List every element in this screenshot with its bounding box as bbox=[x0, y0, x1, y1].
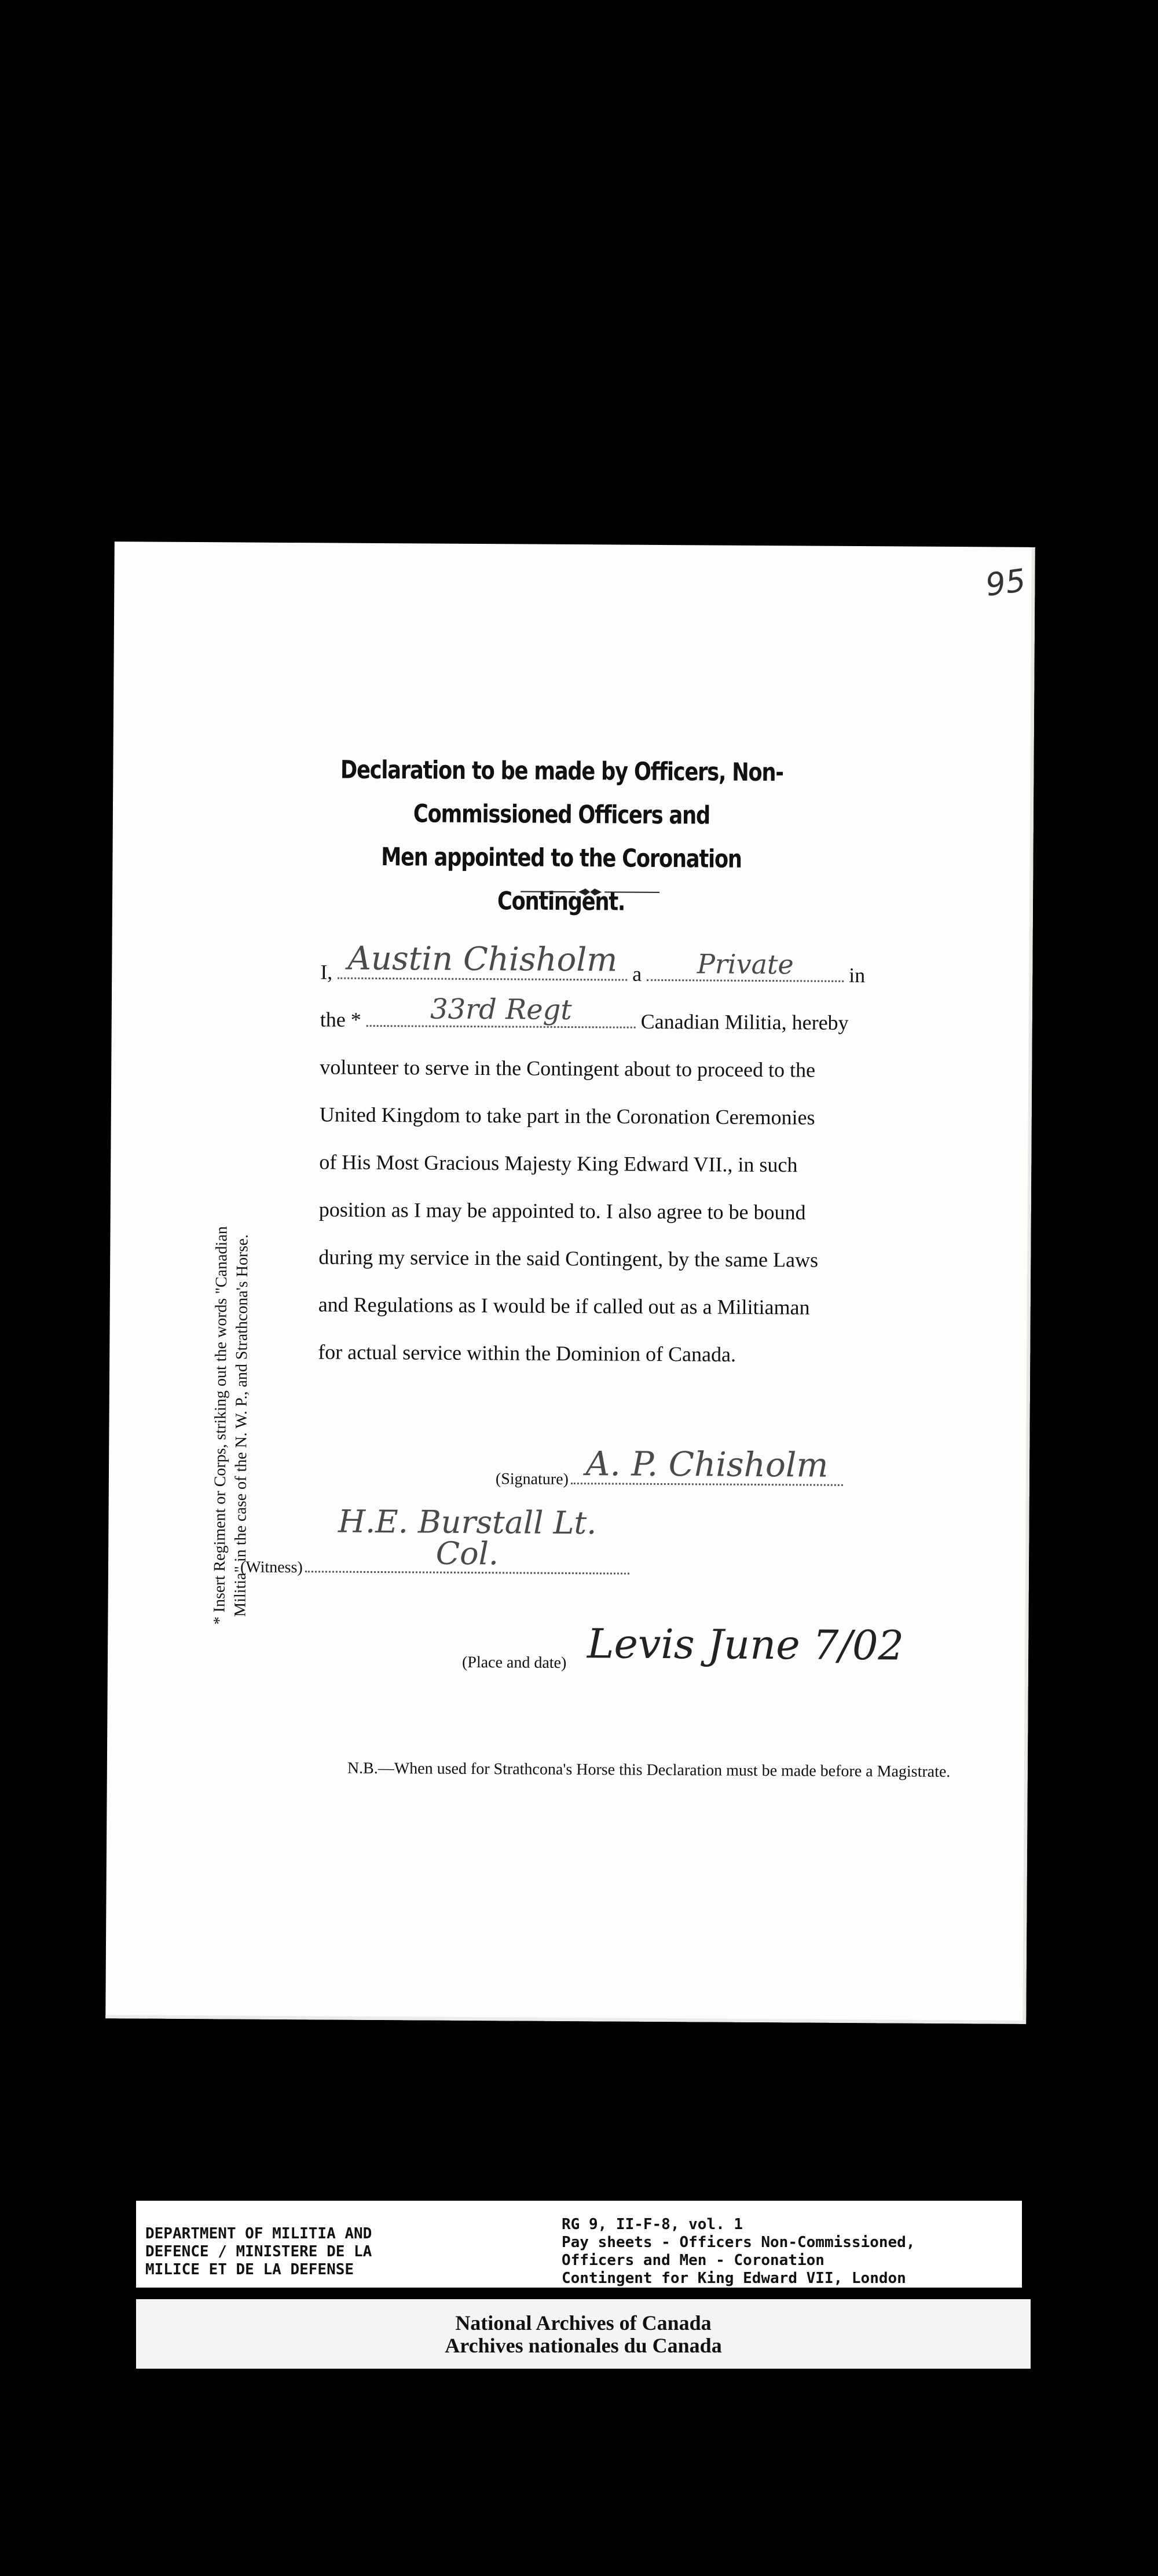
archive-reference-label bbox=[136, 2201, 1022, 2288]
archive-name-en: National Archives of Canada bbox=[455, 2311, 712, 2334]
declaration-form bbox=[105, 541, 1035, 2024]
body-line: for actual service within the Dominion of Canada. bbox=[318, 1340, 736, 1366]
ornament-rule bbox=[521, 885, 659, 898]
name-handwritten: Austin Chisholm bbox=[347, 939, 618, 979]
witness-handwritten: H.E. Burstall Lt. Col. bbox=[338, 1503, 607, 1572]
signature-row bbox=[495, 1444, 843, 1491]
body-line: United Kingdom to take part in the Coronation Ceremonies bbox=[319, 1103, 815, 1129]
place-date-handwritten: Levis June 7/02 bbox=[587, 1620, 904, 1670]
body-after-regiment: Canadian Militia, hereby bbox=[640, 1009, 849, 1034]
record-group-text: RG 9, II-F-8, vol. 1 Pay sheets - Officers Non-Commissioned, Officers and Men - Coronation Contingent for King Edward VII, London bbox=[562, 2216, 915, 2287]
regiment-field bbox=[367, 993, 636, 1029]
archive-footer bbox=[136, 2299, 1031, 2369]
department-text: DEPARTMENT OF MILITIA AND DEFENCE / MINISTERE DE LA MILICE ET DE LA DEFENSE bbox=[145, 2225, 372, 2278]
in-word: in bbox=[849, 963, 866, 987]
article: a bbox=[632, 962, 642, 986]
signature-field bbox=[571, 1444, 843, 1486]
form-title bbox=[335, 749, 787, 925]
regiment-line bbox=[320, 993, 974, 1047]
page-number: 95 bbox=[983, 562, 1028, 603]
name-line bbox=[320, 939, 974, 1000]
signature-handwritten: A. P. Chisholm bbox=[585, 1444, 829, 1485]
form-title-line-1: Declaration to be made by Officers, Non-Commissioned Officers and bbox=[340, 755, 783, 830]
place-date-field bbox=[569, 1620, 922, 1670]
signature-label: (Signature) bbox=[495, 1470, 569, 1488]
body-line: during my service in the said Contingent, by the same Laws bbox=[318, 1245, 819, 1272]
name-field bbox=[338, 939, 627, 981]
body-line: position as I may be appointed to. I also agree to be bound bbox=[318, 1198, 806, 1224]
body-line: of His Most Gracious Majesty King Edward VII., in such bbox=[319, 1150, 798, 1177]
pronoun: I, bbox=[320, 960, 333, 984]
archive-name-fr: Archives nationales du Canada bbox=[445, 2334, 722, 2357]
place-date-row bbox=[461, 1620, 922, 1675]
form-title-line-2: Men appointed to the Coronation Contingent. bbox=[381, 842, 748, 917]
side-footnote: * Insert Regiment or Corps, striking out the words "Canadian Militia" in the case of the N. W. P., and Strathcona's Horse. bbox=[210, 1222, 252, 1625]
body-line: volunteer to serve in the Contingent about to proceed to the bbox=[320, 1055, 816, 1082]
place-date-label: (Place and date) bbox=[461, 1653, 567, 1672]
regiment-handwritten: 33rd Regt bbox=[430, 993, 572, 1027]
declaration-body bbox=[318, 939, 974, 1380]
witness-label: (Witness) bbox=[240, 1558, 303, 1577]
witness-row bbox=[240, 1503, 629, 1579]
body-line: and Regulations as I would be if called out as a Militiaman bbox=[318, 1293, 810, 1319]
nb-note: N.B.—When used for Strathcona's Horse this Declaration must be made before a Magistrate. bbox=[347, 1759, 951, 1781]
rank-field bbox=[647, 948, 844, 982]
rank-handwritten: Private bbox=[697, 948, 794, 980]
the-asterisk: the * bbox=[320, 1008, 361, 1031]
witness-field bbox=[305, 1503, 629, 1574]
